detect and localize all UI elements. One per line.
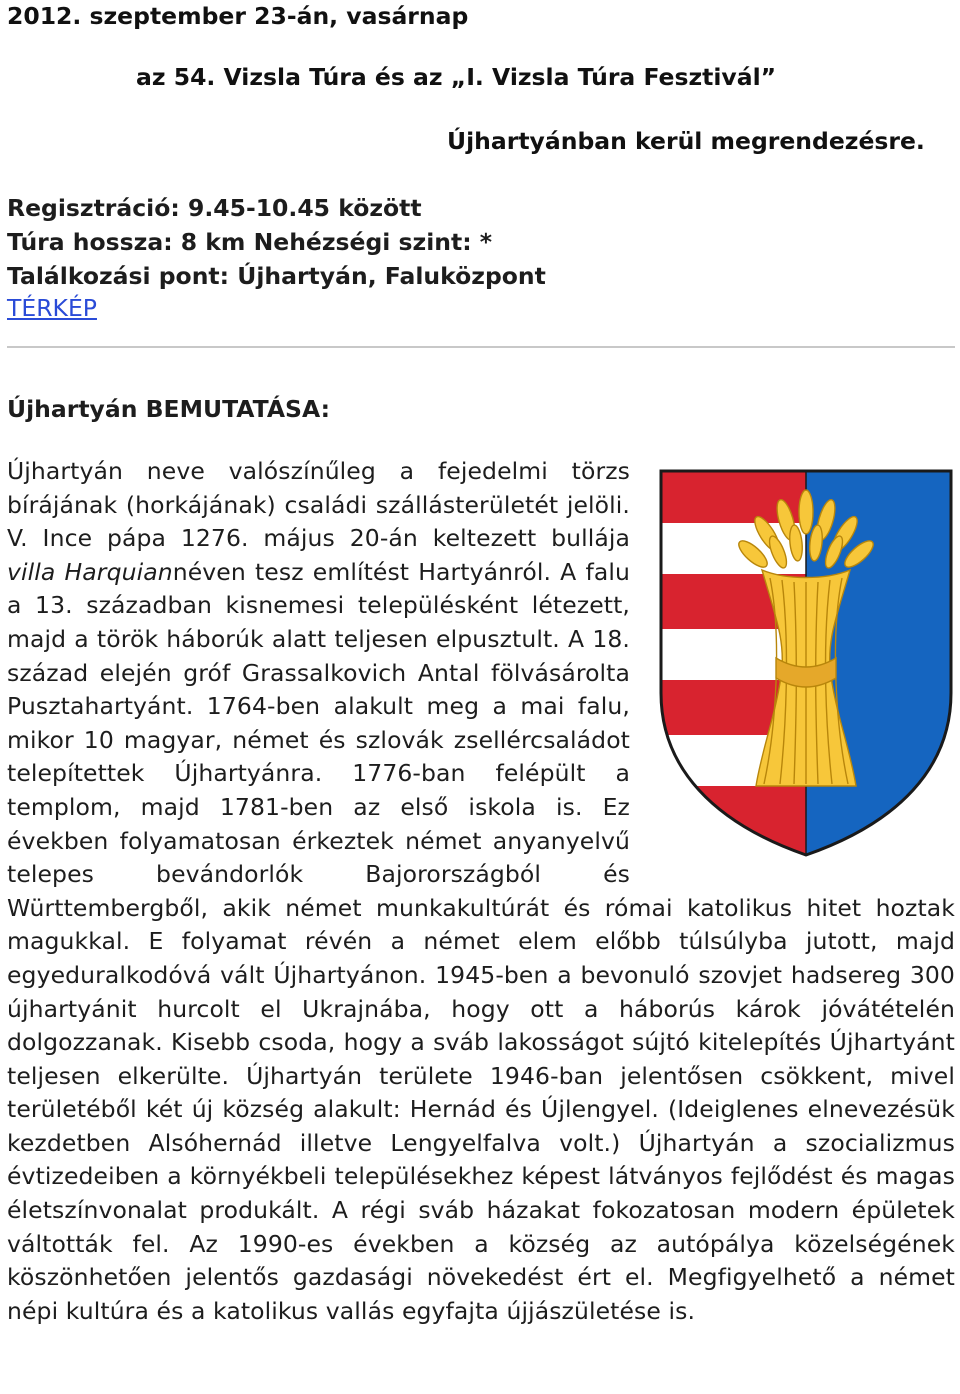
divider xyxy=(7,346,955,348)
intro-text-part1: Újhartyán neve valószínűleg a fejedelmi törzs bírájának (horkájának) családi szállásterületét jelöli. V. Ince pápa 1276. május 20-án keltezett bullája xyxy=(7,457,630,553)
event-title: az 54. Vizsla Túra és az „I. Vizsla Túra Fesztivál” xyxy=(136,63,777,91)
intro-text-part2: néven tesz említést Hartyánról. A falu a 13. században kisnemesi településként létezett, majd a török háborúk alatt teljesen elpusztult. A 18. század elején gróf Grassalkovich Antal fölvásárolta Pusztahartyánt. 1764-ben alakult meg a mai falu, mikor 10 magyar, német és szlovák zsellércsaládot telepítettek Újhartyánra. 1776-ban felépült a templom, majd 1781-ben az első iskola is. Ez években folyamatosan érkeztek német anyanyelvű telepes bevándorlók Bajorországból és Württembergből, akik német munkakultúrát és római katolikus hitet hoztak magukkal. E folyamat révén a német elem előbb túlsúlyba jutott, majd egyeduralkodóvá vált Újhartyánon. 1945-ben a bevonuló szovjet hadsereg 300 újhartyánit hurcolt el Ukrajnába, hogy ott a háborús károk jóvátételén dolgozzanak. Kisebb csoda, hogy a sváb lakosságot sújtó kitelepítés Újhartyánt teljesen elkerülte. Újhartyán területe 1946-ban jelentősen csökkent, mivel területéből két új község alakult: Hernád és Újlengyel. (Ideiglenes elnevezésük kezdetben Alsóhernád illetve Lengyelfalva volt.) Újhartyán a szocializmus évtizedeiben a környékbeli településekhez képest látványos fejlődést és magas életszínvonalat produkált. A régi sváb házakat fokozatosan modern épületek váltották fel. Az 1990-es években a község az autópálya közelségének köszönhetően jelentős gazdasági növekedést ért el. Megfigyelhető a német népi kultúra és a katolikus vallás egyfajta újjászületése is. xyxy=(7,557,955,1325)
meeting-point: Találkozási pont: Újhartyán, Faluközpont xyxy=(7,262,546,290)
registration-time: Regisztráció: 9.45-10.45 között xyxy=(7,194,422,222)
section-title: Újhartyán BEMUTATÁSA: xyxy=(7,395,330,423)
tour-length: Túra hossza: 8 km Nehézségi szint: * xyxy=(7,228,493,256)
coat-of-arms-wheat-sheaf-icon xyxy=(658,468,954,858)
map-link[interactable]: TÉRKÉP xyxy=(7,294,97,322)
event-location: Újhartyánban kerül megrendezésre. xyxy=(447,127,925,155)
intro-text-italic: villa Harquian xyxy=(7,557,173,586)
event-date: 2012. szeptember 23-án, vasárnap xyxy=(7,2,469,30)
